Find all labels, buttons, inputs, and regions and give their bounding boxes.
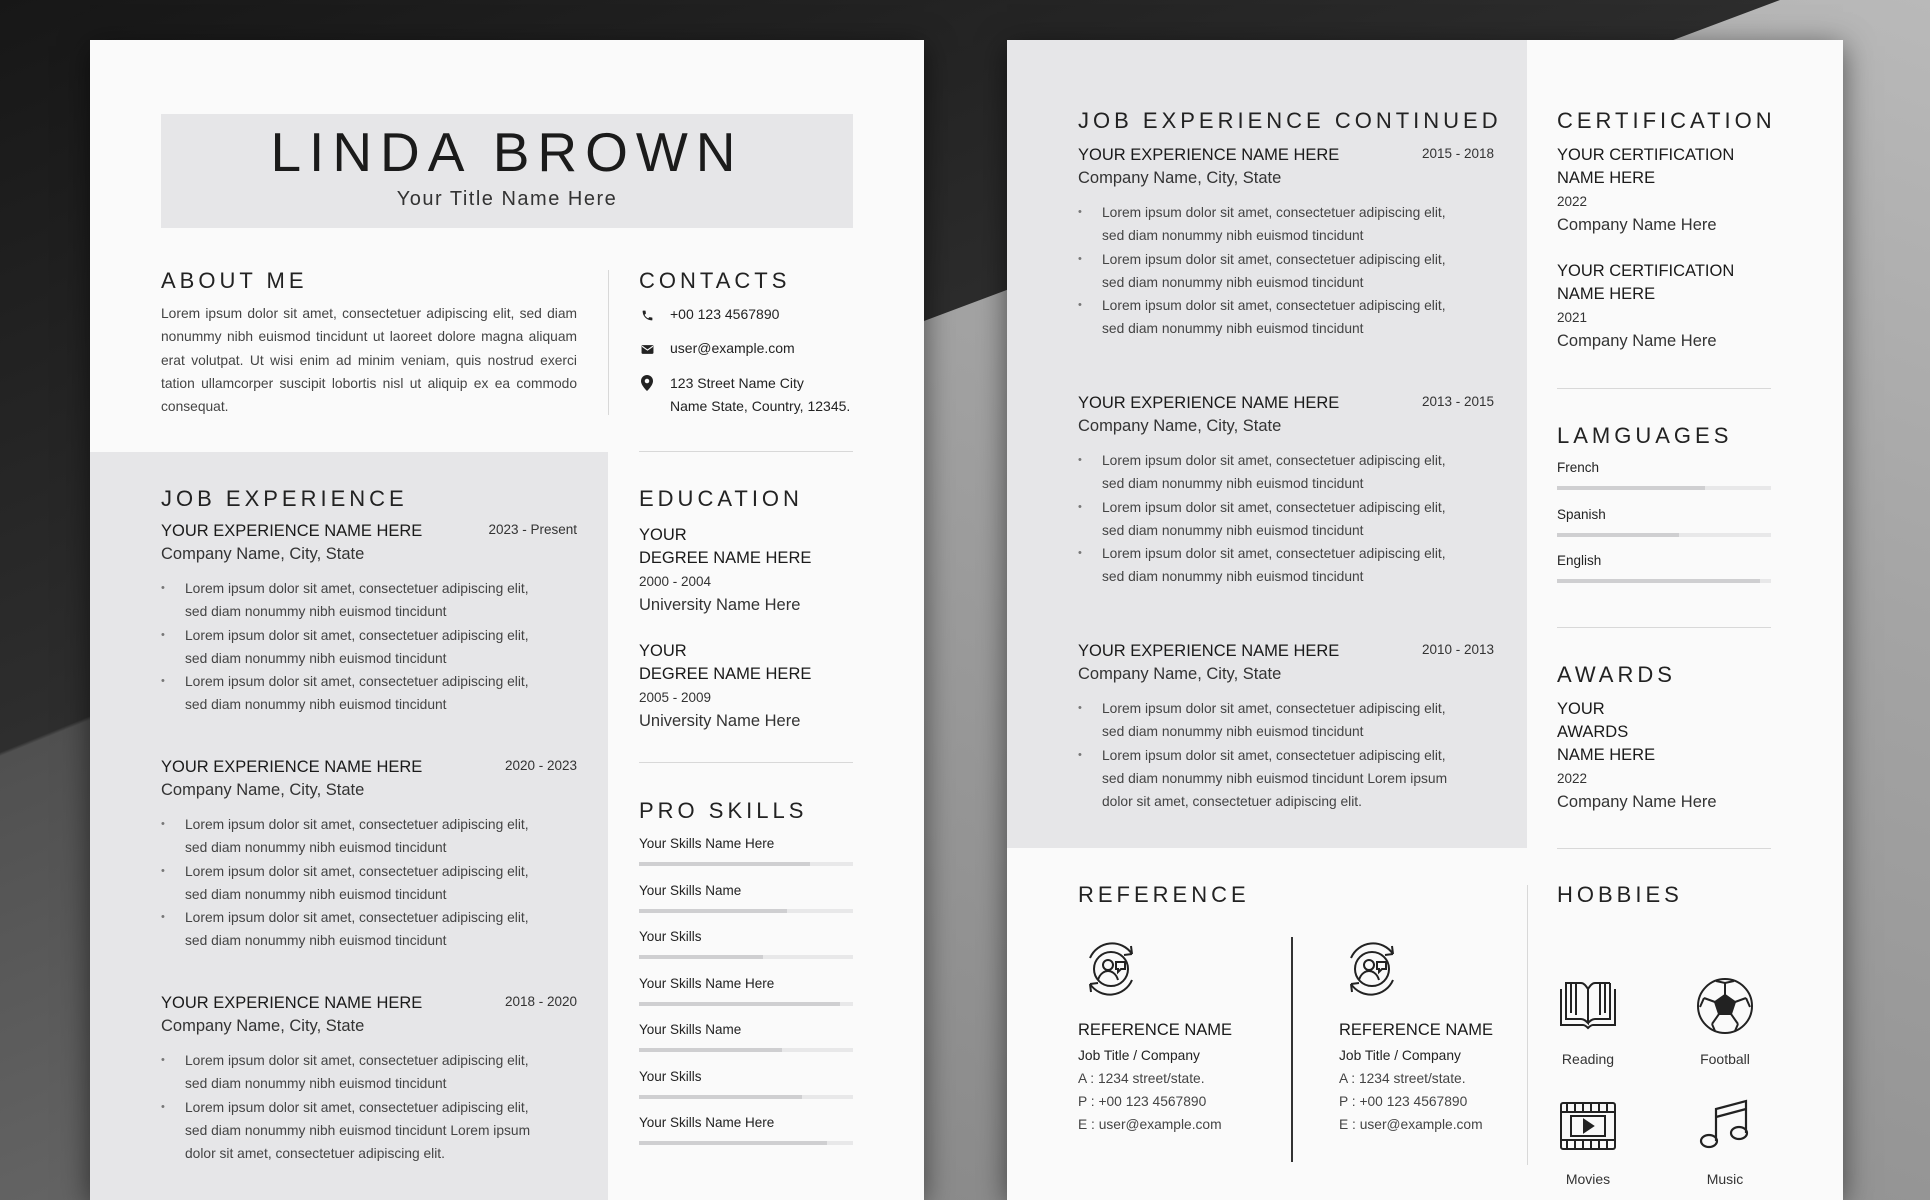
movie-player-icon [1557, 1095, 1619, 1157]
skill-label: Your Skills Name Here [639, 975, 775, 991]
bullet-line: • Lorem ipsum dolor sit amet, consectetuer adipiscing elit, [1102, 701, 1446, 716]
job-title: YOUR EXPERIENCE NAME HERE [1078, 146, 1340, 164]
bullet-line: • Lorem ipsum dolor sit amet, consectetuer adipiscing elit, [1102, 546, 1446, 562]
reference-name: REFERENCE NAME [1339, 1021, 1494, 1039]
bullet-line: sed diam nonummy nibh euismod tincidunt [185, 697, 447, 713]
reference-divider [1291, 937, 1293, 1162]
reference-email: E : user@example.com [1339, 1117, 1483, 1132]
degree-years: 2005 - 2009 [639, 690, 712, 705]
name-heading: LINDA BROWN [270, 121, 744, 183]
bullet-line: sed diam nonummy nibh euismod tincidunt Lorem ipsum [1102, 770, 1448, 786]
skill-bar [639, 1048, 853, 1052]
bullet-line: sed diam nonummy nibh euismod tincidunt [1102, 321, 1364, 337]
reference-heading: REFERENCE [1078, 882, 1250, 907]
language-label: French [1557, 460, 1600, 475]
job-bullets [161, 1049, 587, 1165]
divider [1557, 388, 1771, 389]
skill-label: Your Skills [639, 1068, 702, 1084]
certification-heading: CERTIFICATION [1557, 108, 1776, 133]
bullet-item [1078, 496, 1504, 543]
bullet-line: sed diam nonummy nibh euismod tincidunt [1102, 274, 1364, 290]
bullet-line: • Lorem ipsum dolor sit amet, consectetuer adipiscing elit, [1102, 499, 1446, 515]
language-bar-fill [1557, 579, 1760, 583]
divider [639, 762, 853, 763]
bullet-line: dolor sit amet, consectetuer adipiscing elit. [1102, 794, 1362, 810]
reference-phone: P : +00 123 4567890 [1339, 1094, 1468, 1109]
degree-line1: YOUR [639, 642, 687, 660]
skill-label: Your Skills Name [639, 1022, 742, 1037]
bullet-line: sed diam nonummy nibh euismod tincidunt [185, 933, 447, 949]
bullet-line: sed diam nonummy nibh euismod tincidunt [1102, 569, 1364, 585]
certification-line2: NAME HERE [1557, 285, 1656, 303]
bullet-line: sed diam nonummy nibh euismod tincidunt [185, 840, 447, 856]
job-company: Company Name, City, State [1078, 169, 1282, 187]
bullet-line: sed diam nonummy nibh euismod tincidunt [1102, 228, 1364, 244]
bullet-item [1078, 744, 1504, 814]
job-title: YOUR EXPERIENCE NAME HERE [161, 522, 423, 540]
job-company: Company Name, City, State [1078, 665, 1282, 683]
bullet-item [161, 906, 587, 953]
divider [1527, 885, 1528, 1165]
hobby-label: Football [1700, 1051, 1750, 1067]
music-note-icon [1694, 1095, 1756, 1157]
job-company: Company Name, City, State [161, 1017, 365, 1035]
job-company: Company Name, City, State [161, 781, 365, 799]
certification-year: 2022 [1557, 194, 1588, 209]
job-bullets [161, 577, 587, 717]
mail-icon [639, 341, 655, 357]
skill-label: Your Skills Name [639, 882, 742, 898]
award-company: Company Name Here [1557, 793, 1717, 811]
contact-address-line2: Name State, Country, 12345. [670, 398, 851, 414]
job-title: YOUR EXPERIENCE NAME HERE [1078, 394, 1340, 412]
divider [1557, 627, 1771, 628]
skill-bar [639, 862, 853, 866]
bullet-line: • Lorem ipsum dolor sit amet, consectetuer adipiscing elit, [1102, 251, 1446, 267]
skill-bar [639, 1002, 853, 1006]
skill-bar-fill [639, 1002, 840, 1006]
hobbies-heading: HOBBIES [1557, 882, 1683, 907]
bullet-line: • Lorem ipsum dolor sit amet, consectetuer adipiscing elit, [185, 910, 529, 926]
skill-bar-fill [639, 1095, 802, 1099]
bullet-line: sed diam nonummy nibh euismod tincidunt [1102, 476, 1364, 492]
job-date: 2018 - 2020 [504, 994, 577, 1009]
languages-heading: LAMGUAGES [1557, 423, 1733, 448]
bullet-line: • Lorem ipsum dolor sit amet, consectetuer adipiscing elit, [1102, 453, 1446, 468]
bullet-line: • Lorem ipsum dolor sit amet, consectetuer adipiscing elit, [185, 1099, 529, 1115]
awards-heading: AWARDS [1557, 662, 1676, 687]
contact-email[interactable]: user@example.com [670, 340, 795, 356]
about-heading: ABOUT ME [161, 268, 308, 293]
skill-bar [639, 909, 853, 913]
education-heading: EDUCATION [639, 486, 803, 511]
divider [608, 270, 609, 415]
skill-bar-fill [639, 862, 810, 866]
degree-line1: YOUR [639, 526, 687, 544]
bullet-item [1078, 697, 1504, 744]
skill-bar [639, 955, 853, 959]
bullet-line: sed diam nonummy nibh euismod tincidunt Lorem ipsum [185, 1122, 531, 1138]
bullet-line: sed diam nonummy nibh euismod tincidunt [185, 886, 447, 902]
bullet-item [161, 624, 587, 671]
contact-address-line1: 123 Street Name City [670, 375, 804, 391]
job-date: 2013 - 2015 [1421, 394, 1494, 409]
job-title: YOUR EXPERIENCE NAME HERE [1078, 642, 1340, 660]
bullet-line: • Lorem ipsum dolor sit amet, consectetuer adipiscing elit, [1102, 747, 1446, 763]
phone-icon [639, 307, 655, 323]
divider [1557, 848, 1771, 849]
bullet-item [1078, 449, 1504, 496]
certification-company: Company Name Here [1557, 216, 1717, 234]
certification-line2: NAME HERE [1557, 169, 1656, 187]
reference-email: E : user@example.com [1078, 1117, 1222, 1132]
bullet-line: • Lorem ipsum dolor sit amet, consectetuer adipiscing elit, [185, 1053, 529, 1068]
language-bar [1557, 533, 1771, 537]
job-bullets [161, 813, 587, 953]
reference-contact-icon [1339, 936, 1405, 1002]
job-date: 2023 - Present [488, 522, 577, 537]
contacts-heading: CONTACTS [639, 268, 791, 293]
language-label: English [1557, 553, 1602, 568]
skills-heading: PRO SKILLS [639, 798, 808, 823]
skill-bar [639, 1141, 853, 1145]
book-icon [1557, 975, 1619, 1037]
bullet-line: • Lorem ipsum dolor sit amet, consectetuer adipiscing elit, [185, 627, 529, 643]
bullet-line: • Lorem ipsum dolor sit amet, consectetuer adipiscing elit, [185, 674, 529, 690]
job-title: YOUR EXPERIENCE NAME HERE [161, 994, 423, 1012]
language-label: Spanish [1557, 506, 1606, 522]
bullet-item [1078, 294, 1504, 341]
bullet-line: dolor sit amet, consectetuer adipiscing elit. [185, 1146, 445, 1162]
certification-year: 2021 [1557, 310, 1588, 325]
reference-phone: P : +00 123 4567890 [1078, 1094, 1207, 1109]
skill-bar-fill [639, 1048, 782, 1052]
job-continued-heading: JOB EXPERIENCE CONTINUED [1078, 108, 1502, 133]
certification-line1: YOUR CERTIFICATION [1557, 262, 1735, 280]
reference-job: Job Title / Company [1339, 1048, 1461, 1063]
university-name: University Name Here [639, 596, 801, 614]
award-line3: NAME HERE [1557, 746, 1656, 764]
bullet-line: sed diam nonummy nibh euismod tincidunt [185, 604, 447, 620]
university-name: University Name Here [639, 712, 801, 730]
reference-address: A : 1234 street/state. [1078, 1071, 1205, 1086]
reference-address: A : 1234 street/state. [1339, 1071, 1466, 1086]
skill-bar-fill [639, 955, 763, 959]
bullet-line: • Lorem ipsum dolor sit amet, consectetuer adipiscing elit, [1102, 298, 1446, 314]
bullet-item [161, 1049, 587, 1096]
bullet-item [161, 1096, 587, 1166]
about-text: Lorem ipsum dolor sit amet, consectetuer adipiscing elit, sed diam nonummy nibh euismod tincidunt ut laoreet dolore magna aliquam erat volutpat. Ut wisi enim ad minim veniam, quis nostrud exerci tation ullamcorper suscipit lobortis nisl ut aliquip ex ea commodo consequat. [161, 306, 577, 415]
bullet-item [161, 813, 587, 860]
bullet-item [1078, 542, 1504, 589]
location-pin-icon [639, 375, 655, 391]
job-bullets [1078, 449, 1504, 589]
bullet-item [161, 577, 587, 624]
football-icon [1694, 975, 1756, 1037]
award-line1: YOUR [1557, 700, 1605, 718]
job-bullets [1078, 697, 1504, 813]
skill-bar [639, 1095, 853, 1099]
job-date: 2010 - 2013 [1421, 642, 1494, 657]
job-date: 2015 - 2018 [1421, 146, 1494, 161]
skill-label: Your Skills [639, 929, 702, 944]
contact-phone: +00 123 4567890 [670, 306, 780, 322]
language-bar-fill [1557, 486, 1705, 490]
bullet-item [161, 670, 587, 717]
hobby-label: Music [1706, 1171, 1744, 1187]
skill-bar-fill [639, 909, 787, 913]
language-bar [1557, 579, 1771, 583]
title-subheading: Your Title Name Here [396, 188, 618, 210]
degree-name: DEGREE NAME HERE [639, 665, 812, 683]
divider [639, 451, 853, 452]
reference-job: Job Title / Company [1078, 1048, 1200, 1063]
certification-company: Company Name Here [1557, 332, 1717, 350]
job-title: YOUR EXPERIENCE NAME HERE [161, 758, 423, 776]
bullet-line: sed diam nonummy nibh euismod tincidunt [1102, 522, 1364, 538]
bullet-line: sed diam nonummy nibh euismod tincidunt [185, 650, 447, 666]
certification-line1: YOUR CERTIFICATION [1557, 146, 1735, 164]
skill-label: Your Skills Name Here [639, 836, 775, 851]
bullet-line: • Lorem ipsum dolor sit amet, consectetuer adipiscing elit, [185, 581, 529, 596]
hobby-label: Movies [1565, 1171, 1611, 1187]
skill-bar-fill [639, 1141, 827, 1145]
resume-page-1 [90, 40, 924, 1200]
bullet-line: • Lorem ipsum dolor sit amet, consectetuer adipiscing elit, [185, 817, 529, 832]
language-bar [1557, 486, 1771, 490]
bullet-item [1078, 201, 1504, 248]
skill-label: Your Skills Name Here [639, 1115, 775, 1130]
award-year: 2022 [1557, 771, 1588, 786]
degree-years: 2000 - 2004 [639, 574, 712, 589]
reference-name: REFERENCE NAME [1078, 1021, 1233, 1039]
reference-contact-icon [1078, 936, 1144, 1002]
hobby-label: Reading [1561, 1051, 1615, 1067]
job-heading: JOB EXPERIENCE [161, 486, 408, 511]
degree-name: DEGREE NAME HERE [639, 549, 812, 567]
bullet-line: • Lorem ipsum dolor sit amet, consectetuer adipiscing elit, [185, 863, 529, 879]
bullet-line: sed diam nonummy nibh euismod tincidunt [185, 1076, 447, 1092]
job-company: Company Name, City, State [161, 545, 365, 563]
language-bar-fill [1557, 533, 1679, 537]
job-company: Company Name, City, State [1078, 417, 1282, 435]
job-bullets [1078, 201, 1504, 341]
bullet-line: • Lorem ipsum dolor sit amet, consectetuer adipiscing elit, [1102, 205, 1446, 220]
job-date: 2020 - 2023 [504, 758, 577, 773]
bullet-item [1078, 248, 1504, 295]
resume-page-2 [1007, 40, 1843, 1200]
bullet-item [161, 860, 587, 907]
award-line2: AWARDS [1557, 723, 1629, 741]
bullet-line: sed diam nonummy nibh euismod tincidunt [1102, 724, 1364, 740]
